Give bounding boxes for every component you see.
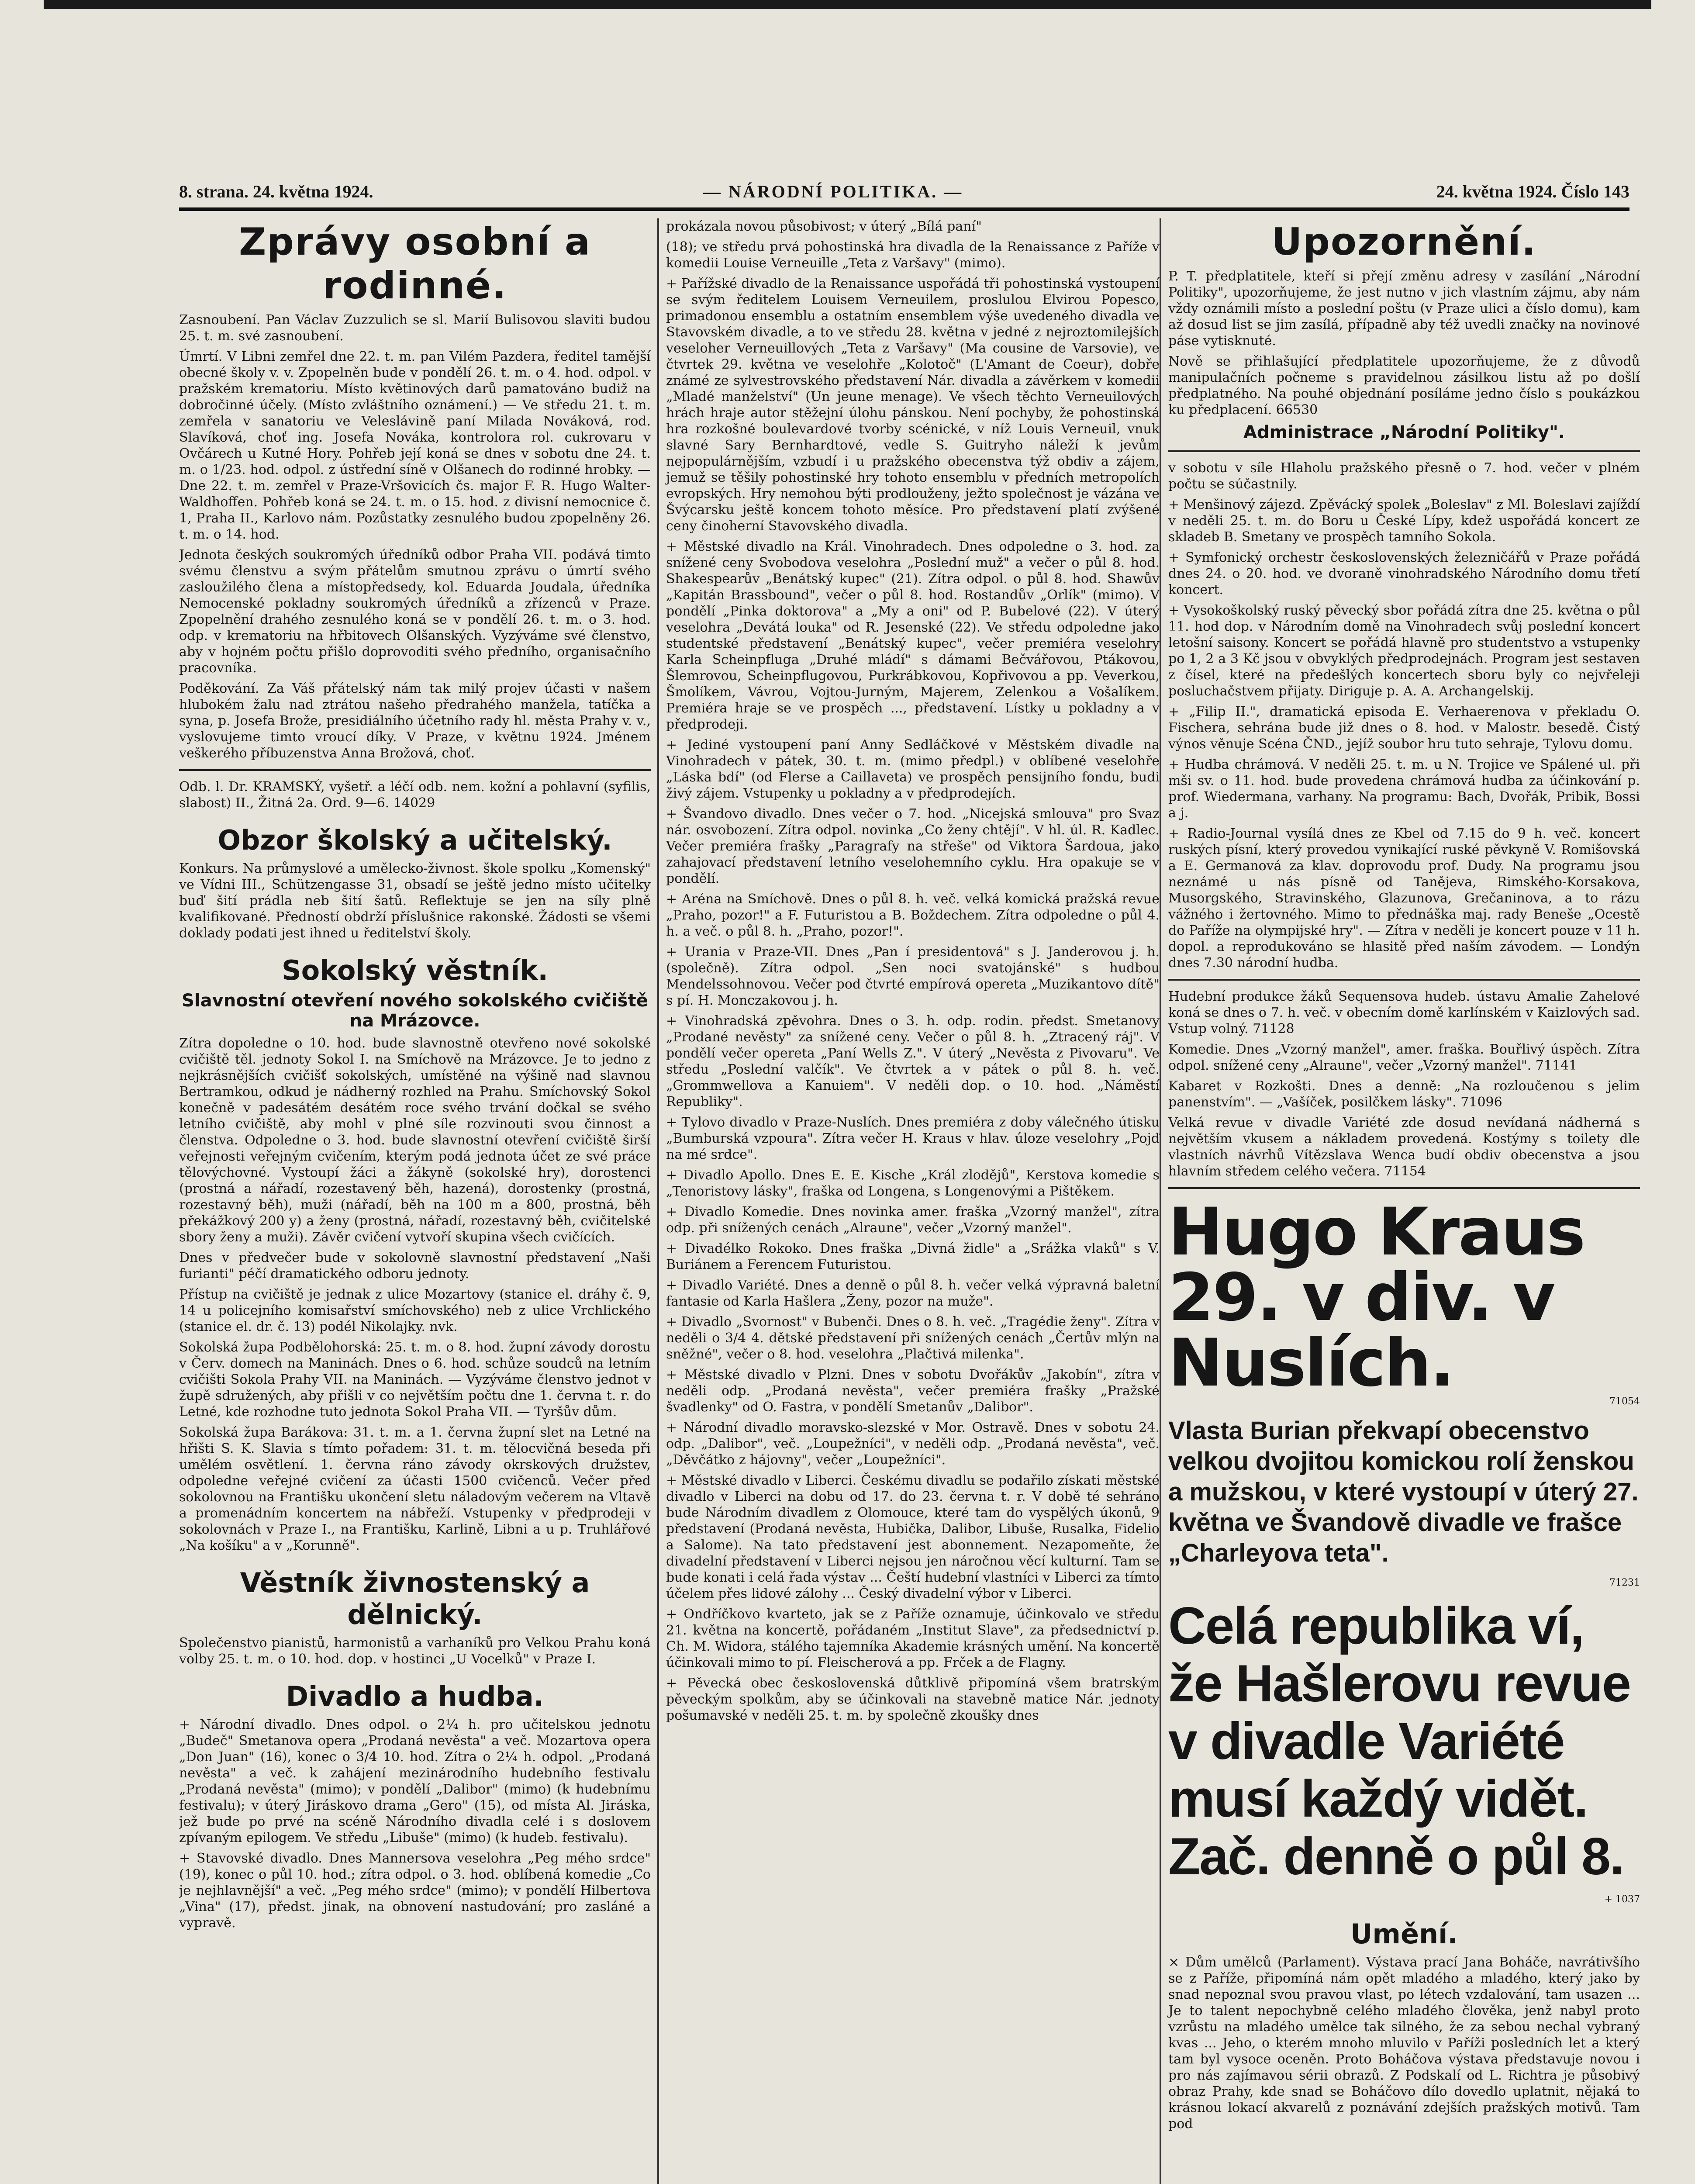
notice-2: Nově se přihlašující předplatitele upozorňujeme, že z důvodů manipulačních počneme s pravidelnou zásilkou listu až po došlí předplatného. Na pouhé objednání posíláme jedno číslo s poukázkou ku předplacení. 66530 — [1168, 354, 1640, 418]
article-col2-13: + Divadlo Variété. Dnes a denně o půl 8. h. večer velká výpravná baletní fantasie od Karla Hašlera „Ženy, pozor na muže". — [666, 1278, 1160, 1309]
article-col3-2: + Menšinový zájezd. Zpěvácký spolek „Boleslav" z Ml. Boleslavi zajíždí v neděli 25. t. m. do Boru u České Lípy, kdež uspořádá koncert ze skladeb B. Smetany ve prospěch tamního Sokola. — [1168, 497, 1640, 545]
section-title-art: Umění. — [1350, 1918, 1458, 1950]
article-sokol-2: Dnes v předvečer bude v sokolovně slavnostní představení „Naši furianti" péčí dramatického odboru jednoty. — [179, 1250, 651, 1282]
divider — [1168, 1187, 1640, 1189]
article-art: × Dům umělců (Parlament). Výstava prací Jana Boháče, navrátivšího se z Paříže, připomíná nám opět mladého a mladého, který jako by snad nepoznal svou pravou vlast, po létech vzdalování, tam usazen ... Je to talent nepochybně celého mladého člověka, jenž nabyl proto vzrůstu na mladého umělce tak silného, že za sebou nechal vybraný kvas ... Jeho, o kterém mnoho mluvilo v Paříži posledních let a který tam byl vysoce oceněn. Proto Boháčova výstava představuje novou i pro nás zajímavou sérii obrazů. Z Podskalí od L. Richtra je působivý obraz Prahy, kde snad se Boháčovo dílo dovedlo uplatnit, nějaká to krásnou lokací akvarelů z poznávání zdejších pražských motivů. Tam pod — [1168, 1955, 1640, 2132]
article-thanks: Poděkování. Za Váš přátelský nám tak milý projev účasti v našem hlubokém žalu nad ztrátou našeho předrahého manžela, tatíčka a syna, p. Josefa Brože, presidiálního účetního rady hl. města Prahy v. v., vyslovujeme timto vroucí díky. V Praze, v květnu 1924. Jménem veškerého příbuzenstva Anna Brožová, choť. — [179, 681, 651, 761]
article-col2-9: + Tylovo divadlo v Praze-Nuslích. Dnes premiéra z doby válečného útisku „Bumburská vzpoura". Zítra večer H. Kraus v hlav. úloze veselohry „Pojď na mé srdce". — [666, 1115, 1160, 1162]
section-title-theatre: Divadlo a hudba. — [286, 1680, 544, 1712]
column-3 — [1160, 218, 1640, 2184]
ad-komedie: Komedie. Dnes „Vzorný manžel", amer. fraška. Bouřlivý úspěch. Zítra odpol. snížené ceny „Alraune", večer „Vzorný manžel". 71141 — [1168, 1042, 1640, 1073]
ad-kabaret: Kabaret v Rozkošti. Dnes a denně: „Na rozloučenou s jelim panenstvím". — „Vašíček, posilčkem lásky". 71096 — [1168, 1078, 1640, 1110]
article-col2-1: (18); ve středu prvá pohostinská hra divadla de la Renaissance z Paříže v komedii Louise Verneuille „Teta z Varšavy" (mimo). — [666, 239, 1160, 271]
article-trade: Společenstvo pianistů, harmonistů a varhaníků pro Velkou Prahu koná volby 25. t. m. o 10. hod. dop. v hostinci „U Vocelků" v Praze I. — [179, 1635, 651, 1667]
article-engagement: Zasnoubení. Pan Václav Zuzzulich se sl. Marií Bulisovou slaviti budou 25. t. m. své zasnoubení. — [179, 312, 651, 344]
subheading-sokol: Slavnostní otevření nového sokolského cvičiště na Mrázovce. — [182, 991, 648, 1031]
article-col3-1: v sobotu v síle Hlaholu pražského přesně o 7. hod. večer v plném počtu se súčastnily. — [1168, 460, 1640, 492]
article-national-theatre: + Národní divadlo. Dnes odpol. o 2¼ h. pro učitelskou jednotu „Budeč" Smetanova opera „Prodaná nevěsta" a več. Mozartova opera „Don Juan" (16), konec o 3/4 10. hod. Zítra o 2¼ h. odpol. „Prodaná nevěsta" a več. k zahájení mezinárodního hudebního festivalu „Prodaná nevěsta" (mimo); v pondělí „Dalibor" (mimo) (k hudebnímu festivalu); v úterý Jiráskovo drama „Gero" (15), od místa Al. Jiráska, jež bude po prvé na scéně Národního divadla celé i s doslovem zpívaným epilogem. Ve středu „Libuše" (mimo) (k hudeb. festivalu). — [179, 1717, 651, 1845]
masthead: — NÁRODNÍ POLITIKA. — — [703, 182, 963, 201]
article-estates-theatre: + Stavovské divadlo. Dnes Mannersova veselohra „Peg mého srdce" (19), konec o půl 10. hod.; zítra odpol. o 3. hod. oblíbená komedie „Co je nejhlavnější" a več. „Peg mého srdce" (mimo); v pondělí Hilbertova „Vina" (17), předst. jinak, na obnovení nastudování; pro zasláné a vypravě. — [179, 1851, 651, 1931]
article-col2-12: + Divadélko Rokoko. Dnes fraška „Divná židle" a „Srážka vlaků" s V. Buriánem a Ferencem Futuristou. — [666, 1241, 1160, 1272]
notice-signature: Administrace „Národní Politiky". — [1243, 422, 1565, 442]
ad-hugo-kraus: Hugo Kraus 29. v div. v Nuslích. — [1168, 1194, 1585, 1401]
top-rule — [44, 0, 1651, 9]
article-col2-5: + Švandovo divadlo. Dnes večer o 7. hod. „Nicejská smlouva" pro Svaz nár. osvobození. Zítra odpol. novinka „Co ženy chtějí". V hl. úl. R. Kadlec. Večer premiéra frašky „Paragrafy na střeše" od Viktora Šardoua, jako zahajovací představení letního veselohemního cyklu. Hra opakuje se v pondělí. — [666, 806, 1160, 886]
article-col2-2: + Pařížské divadlo de la Renaissance uspořádá tři pohostinská vystoupení se svým ředitelem Louisem Verneuilem, proslulou Elvirou Popesco, primadonou ensemblu a ostatním ensemblem výše uvedeného divadla ve Stavovském divadle, a to ve středu 28. května v jedné z nejroztomilejších veseloher Verneuillových „Teta z Varšavy" (Ma cousine de Varsovie), ve čtvrtek 29. května ve veselohře „Kolotoč" (L'Amant de Coeur), dobře známé ze sylvestrovského představení Nár. divadla a závěrkem v komedii „Mladé manželství" (Un jeune menage). Ve všech těchto Verneuilových hrách hraje autor stěžejní úlohu pánskou. Není pochyby, že pohostinská hra rozkošné boulevardové tvorby scénické, v níž Louis Verneuil, vnuk slavné Sary Bernhardtové, vedle S. Guitryho náleží k jevům nejpopulárnějším, vzbudí i u pražského obecenstva týž obdiv a zájem, jemuž se těšily pohostinské hry tohoto ensemblu v předních metropolích evropských. Hry nemohou býti prodlouženy, ježto společnost je vázána ve Švýcarsku ještě koncem tohoto měsíce. Pro představení platí zvýšené ceny činoherní Stavovského divadla. — [666, 276, 1160, 534]
article-col2-16: + Národní divadlo moravsko-slezské v Mor. Ostravě. Dnes v sobotu 24. odp. „Dalibor", več. „Loupežníci", v neděli odp. „Prodaná nevěsta", več. „Děvčátko z hájovny", večer „Loupežníci". — [666, 1420, 1160, 1468]
article-col2-6: + Aréna na Smíchově. Dnes o půl 8. h. več. velká komická pražská revue „Praho, pozor!" a F. Futuristou a B. Boždechem. Zítra odpoledne o půl 4. h. a več. o půl 8. h. „Praho, pozor!". — [666, 892, 1160, 939]
article-sokol-1: Zítra dopoledne o 10. hod. bude slavnostně otevřeno nové sokolské cvičiště těl. jednoty Sokol I. na Smíchově na Mrázovce. Je to jedno z nejkrásnějších cvičišť sokolských, umístěné na výšině nad slavnou Bertramkou, odkud je nádherný rozhled na Prahu. Smíchovský Sokol konečně v padesátém desátém roce svého trvání dočkal se svého letního cvičiště, aby mohl v plné síle rozvinouti svou činnost a členstva. Odpoledne o 3. hod. bude slavnostní otevření cvičiště širší veřejnosti veřejným cvičením, kterým podá jednota účet ze své práce tělovýchovné. Vystoupí žáci a žákyně (sokolské hry), dorostenci (prostná a nářadí, rozestavený běh, hazená), dorostenky (prostná, rozestavný běh), muži (nářadí, běh na 100 m a 800, prostná, běh překážkový 200 y) a ženy (prostná, nářadí, rozestavný běh, cvičitelské sbory ženy a muži). Závěr cvičení vytvoří skupina všech cvičících. — [179, 1036, 651, 1245]
divider — [1168, 979, 1640, 981]
article-col2-19: + Pěvecká obec československá důtklivě připomíná všem bratrským pěveckým spolkům, aby se účinkovali na stavebně matice Nár. jednoty pošumavské v neděli 25. t. m. by společně zkoušky dnes — [666, 1676, 1160, 1723]
article-col3-5: + „Filip II.", dramatická episoda E. Verhaerenova v překladu O. Fischera, sehrána bude již dnes o 8. hod. v Malostr. besedě. Čistý výnos věnuje Scéna ČND., jejíž soubor hru tuto sehraje, Tylovu domu. — [1168, 704, 1640, 752]
page-header — [179, 173, 1629, 211]
article-sokol-4: Sokolská župa Podbělohorská: 25. t. m. o 8. hod. župní závody dorostu v Červ. domech na Maninách. Dnes o 6. hod. schůze soudců na letním cvičišti Sokola Prahy VII. na Maninách. — Vyzýváme členstvo jednot v župě sdružených, aby přišli v co největším počtu dne 1. června t. r. do Letné, kde rozhodne tuto jednota Sokol Praha VII. — Tyršův dům. — [179, 1340, 651, 1420]
article-col2-18: + Ondříčkovo kvarteto, jak se z Paříže oznamuje, účinkovalo ve středu 21. května na koncertě, pořádaném „Institut Slave", za předsednictví p. Ch. M. Widora, stálého tajemníka Akademie krásných umění. Na koncertě účinkovali mimo to pí. Fleischerová a pp. Frček a de Flagny. — [666, 1607, 1160, 1670]
article-sokol-5: Sokolská župa Barákova: 31. t. m. a 1. června župní slet na Letné na hřišti S. K. Slavia s tímto pořadem: 31. t. m. tělocvičná beseda při umělém osvětlení. 1. června ráno závody okrskových družstev, odpoledne veřejné cvičení za účasti 1500 cvičenců. Večer před sokolovnou na Františku ukončení sletu náladovým večerem na Vltavě a promenádním koncertem na nábřeží. Vstupenky v předprodeji v sokolovnách v Praze I., na Františku, Karlině, Libni a u p. Truhlářové „Na košíku" a v „Korunně". — [179, 1425, 651, 1553]
divider — [1168, 450, 1640, 452]
ad-number: 71231 — [1609, 1577, 1640, 1588]
article-col2-4: + Jediné vystoupení paní Anny Sedláčkové v Městském divadle na Vinohradech v pátek, 30. t. m. (mimo předpl.) v oblíbené veselohře „Láska bdí" (od Flerse a Caillaveta) ve prospěch pensijního fondu, budi živý zájem. Vstupenky u pokladny a v předprodejích. — [666, 737, 1160, 801]
ad-vlasta-burian: Vlasta Burian překvapí obecenstvo velkou dvojitou komickou rolí ženskou a mužskou, v které vystoupí v úterý 27. května ve Švandově divadle ve frašce „Charleyova teta". — [1168, 1417, 1639, 1567]
article-col2-3: + Městské divadlo na Král. Vinohradech. Dnes odpoledne o 3. hod. za snížené ceny Svobodova veselohra „Poslední muž" a večer o půl 8. hod. Shakespearův „Benátský kupec" (21). Zítra odpol. o půl 8. hod. Shawův „Kapitán Brassbound", večer o půl 8. hod. Rostandův „Orlík" (mimo). V pondělí „Pinka doktorova" a „My a oni" od P. Bubelové (22). V úterý veselohra „Devátá louka" od R. Jesenské (22). Ve středu odpoledne jako studentské představení „Benátský kupec", večer premiéra veselohry Karla Scheinpflugа „Druhé mládí" s dámami Bečvářovou, Ptákovou, Šlemrovou, Scheinpflugovou, Purkrábkovou, Kopřivovou a pp. Veverkou, Šmolíkem, Vávrou, Vojtou-Jurným, Majerem, Zelenkou a Vošalíkem. Premiéra hraje se ve prospěch ..., představení. Lístky u pokladny a v předprodeji. — [666, 539, 1160, 732]
section-title-personal: Zprávy osobní a rodinné. — [238, 220, 591, 308]
article-col2-8: + Vinohradská zpěvohra. Dnes o 3. h. odp. rodin. předst. Smetanovy „Prodané nevěsty" za snížené ceny. Večer o půl 8. h. „Ztracený ráj". V pondělí večer opereta „Paní Wells Z.". V úterý „Nevěsta z Pivovaru". Ve středu „Poslední valčík". Ve čtvrtek a v pátek o půl 8. h. več. „Grommwellova a Kanuiem". V neděli dop. o 10. hod. „Náměstí Republiky". — [666, 1013, 1160, 1109]
article-col3-4: + Vysokoškolský ruský pěvecký sbor pořádá zítra dne 25. května o půl 11. hod dop. v Národním domě na Vinohradech svůj poslední koncert letošní saisony. Koncert se pořádá hlavně pro studentstvo a vstupenky po 1, 2 a 3 Kč jsou v obvyklých předprodejnách. Program jest sestaven z čísel, které na předešlých koncertech sboru byly co nejvřeleji posluchačstvem přijaty. Diriguje p. A. A. Archangelskij. — [1168, 603, 1640, 699]
article-col2-17: + Městské divadlo v Liberci. Českému divadlu se podařilo získati městské divadlo v Liberci na dobu od 17. do 23. června t. r. V době té sehráno bude Národním divadlem z Olomouce, které tam do vyspělých úkonů, 9 představení (Prodaná nevěsta, Hubička, Dalibor, Libuše, Rusalka, Fidelio a Salome). Na tato představení jest abonnement. Nezapomeňte, že divadelní představení v Liberci nejsou jen náročnou věcí kulturní. Tam se bude konati i celá řada výstav ... Čeští hudební vlastníci v Liberci za tímto účelem přes lidové zálohy ... Český divadelní výbor v Liberci. — [666, 1473, 1160, 1601]
ad-music-school: Hudební produkce žáků Sequensova hudeb. ústavu Amalie Zahelové koná se dnes o 7. h. več. v obecním domě karlínském v Kaizlových sad. Vstup volný. 71128 — [1168, 989, 1640, 1037]
article-deaths: Úmrtí. V Libni zemřel dne 22. t. m. pan Vilém Pazdera, ředitel tamější obecné školy v. v. Zpopelněn bude v pondělí 26. t. m. o 4. hod. odpol. v pražském krematoriu. Místo květinových darů pamatováno budiž na dobročinné účely. (Místo zvláštního oznámení.) — Ve středu 21. t. m. zemřela v sanatoriu ve Veleslávině paní Milada Nováková, rod. Slavíková, choť ing. Josefa Nováka, kontrolora rol. cukrovaru v Ovčárech u Kutné Hory. Pohřeb její koná se dnes v sobotu dne 24. t. m. o 1/23. hod. odpol. z ústřední síně v Olšanech do rodinné hrobky. — Dne 22. t. m. zemřel v Praze-Vršovicích čs. major F. R. Hugo Walter-Waldhoffen. Pohřeb koná se 24. t. m. o 15. hod. z divisní nemocnice č. 1, Praha II., Karlovo nám. Pozůstatky zesnulého budou zpopelněny 26. t. m. o 14. hod. — [179, 349, 651, 542]
header-left: 8. strana. 24. května 1924. — [179, 182, 373, 201]
article-sokol-3: Přístup na cvičiště je jednak z ulice Mozartovy (stanice el. dráhy č. 9, 14 u policejního komisařství smíchovského) neb z ulice Vrchlického (stanice el. dr. č. 13) podél Nikolajky. nvk. — [179, 1287, 651, 1334]
article-col3-6: + Hudba chrámová. V neděli 25. t. m. u N. Trojice ve Spálené ul. při mši sv. o 11. hod. bude provedena chrámová hudba za účinkování p. prof. Wiedermana, varhany. Na programu: Bach, Dvořák, Pribik, Bossi a j. — [1168, 757, 1640, 821]
notice-1: P. T. předplatitele, kteří si přejí změnu adresy v zasílání „Národní Politiky", upozorňujeme, že jest nutno v jich vlastním zájmu, aby nám vždy oznámili místo a poslední poštu (v Praze ulici a číslo domu), kam až dosud list se jim zasílá, případně aby též uvedli značky na novinové páse vytisknuté. — [1168, 269, 1640, 349]
article-col3-3: + Symfonický orchestr československých železničářů v Praze pořádá dnes 24. o 20. hod. ve dvoraně vinohradského Národního domu třetí koncert. — [1168, 550, 1640, 598]
article-col2-14: + Divadlo „Svornost" v Bubenči. Dnes o 8. h. več. „Tragédie ženy". Zítra v neděli o 3/4 4. dětské představení při snížených cenách „Čertův mlýn na sněžné", večer o 8. hod. veselohra „Plačtivá milenka". — [666, 1314, 1160, 1362]
header-right: 24. května 1924. Číslo 143 — [1436, 182, 1629, 201]
article-col3-7: + Radio-Journal vysílá dnes ze Kbel od 7.15 do 9 h. več. koncert ruských písní, který provedou vynikající ruské pěvkyně V. Romišovská a E. Germanová za klav. doprovodu prof. Dudy. Na programu jsou neznámé u nás písně od Tanějeva, Rimského-Korsakova, Musorgského, Stravinského, Glazunova, Grečaninova, a to rázu vážného i žertovného. Mimo to přednáška maj. rady Beneše „Ocestě do Paříže na olympijské hry". — Zítra v neděli je koncert pouze v 11 h. dopol. a reprodukováno se hlasitě před naším závodem. — Londýn dnes 7.30 národní hudba. — [1168, 826, 1640, 971]
ad-doctor: Odb. l. Dr. KRAMSKÝ, vyšetř. a léčí odb. nem. kožní a pohlavní (syfilis, slabost) II., Žitná 2a. Ord. 9—6. 14029 — [179, 779, 651, 811]
section-title-notice: Upozornění. — [1271, 220, 1537, 264]
article-col2-7: + Urania v Praze-VII. Dnes „Pan í presidentová" s J. Janderovou j. h. (společně). Zítra odpol. „Sen noci svatojánské" s hudbou Mendelssohnovou. Večer pod čtvrté empírová opereta „Muzikantovo dítě" s pí. H. Monczakovou j. h. — [666, 944, 1160, 1008]
ad-variete: Velká revue v divadle Variété zde dosud nevídaná nádherná s největším vkusem a nákladem provedená. Kostýmy s toilety dle vlastních návrhů Vítězslava Wenca budí obdiv obecenstva a jsou hlavním středem celého večera. 71154 — [1168, 1115, 1640, 1179]
divider — [179, 769, 651, 771]
section-title-trade: Věstník živnostenský a dělnický. — [240, 1567, 590, 1631]
article-union: Jednota českých soukromých úředníků odbor Praha VII. podává timto svému členstvu a svým přátelům smutnou zprávu o úmrtí svého zasloužilého člena a místopředsedy, kol. Eduarda Joudala, úředníka Nemocenské pokladny soukromých úředníků a zřízenců v Praze. Zpopelnění drahého zesnulého koná se v pondělí 26. t. m. o 3. hod. odp. v krematoriu na hřbitovech Olšanských. Vyzýváme své členstvo, aby v hojném počtu přišlo doprovoditi svého předního, organisačního pracovníka. — [179, 547, 651, 676]
column-1 — [179, 218, 651, 2184]
column-2 — [657, 218, 1160, 2184]
section-title-sokol: Sokolský věstník. — [282, 954, 548, 986]
ad-haslerova-revue: Celá republika ví, že Hašlerovu revue v divadle Variété musí každý vidět. Zač. denně o půl 8. — [1168, 1597, 1630, 1886]
ad-number: + 1037 — [1604, 1894, 1640, 1905]
article-col2-11: + Divadlo Komedie. Dnes novinka amer. fraška „Vzorný manžel", zítra odp. při snížených cenách „Alraune", večer „Vzorný manžel". — [666, 1204, 1160, 1236]
article-konkurs: Konkurs. Na průmyslové a umělecko-živnost. škole spolku „Komenský" ve Vídni III., Schützengasse 31, obsadí se ještě jedno místo učitelky buď šití prádla neb šití šatů. Reflektuje se jen na síly plně kvalifikované. Předností obdrží příslušnice rakonské. Žádosti se všemi doklady podati jest ihned u ředitelství školy. — [179, 861, 651, 941]
article-continued: prokázala novou působivost; v úterý „Bílá paní" — [666, 219, 982, 234]
article-col2-10: + Divadlo Apollo. Dnes E. E. Kische „Král zlodějů", Kerstova komedie s „Tenoristovy lásky", fraška od Longena, s Longenovými a Pištěkem. — [666, 1168, 1160, 1199]
article-col2-15: + Městské divadlo v Plzni. Dnes v sobotu Dvořákův „Jakobín", zítra v neděli odp. „Prodaná nevěsta", večer premiéra frašky „Pražské švadlenky" od O. Fastra, v pondělí Smetanův „Dalibor". — [666, 1367, 1160, 1415]
section-title-school: Obzor školský a učitelský. — [217, 824, 612, 856]
ad-number: 71054 — [1609, 1396, 1640, 1407]
